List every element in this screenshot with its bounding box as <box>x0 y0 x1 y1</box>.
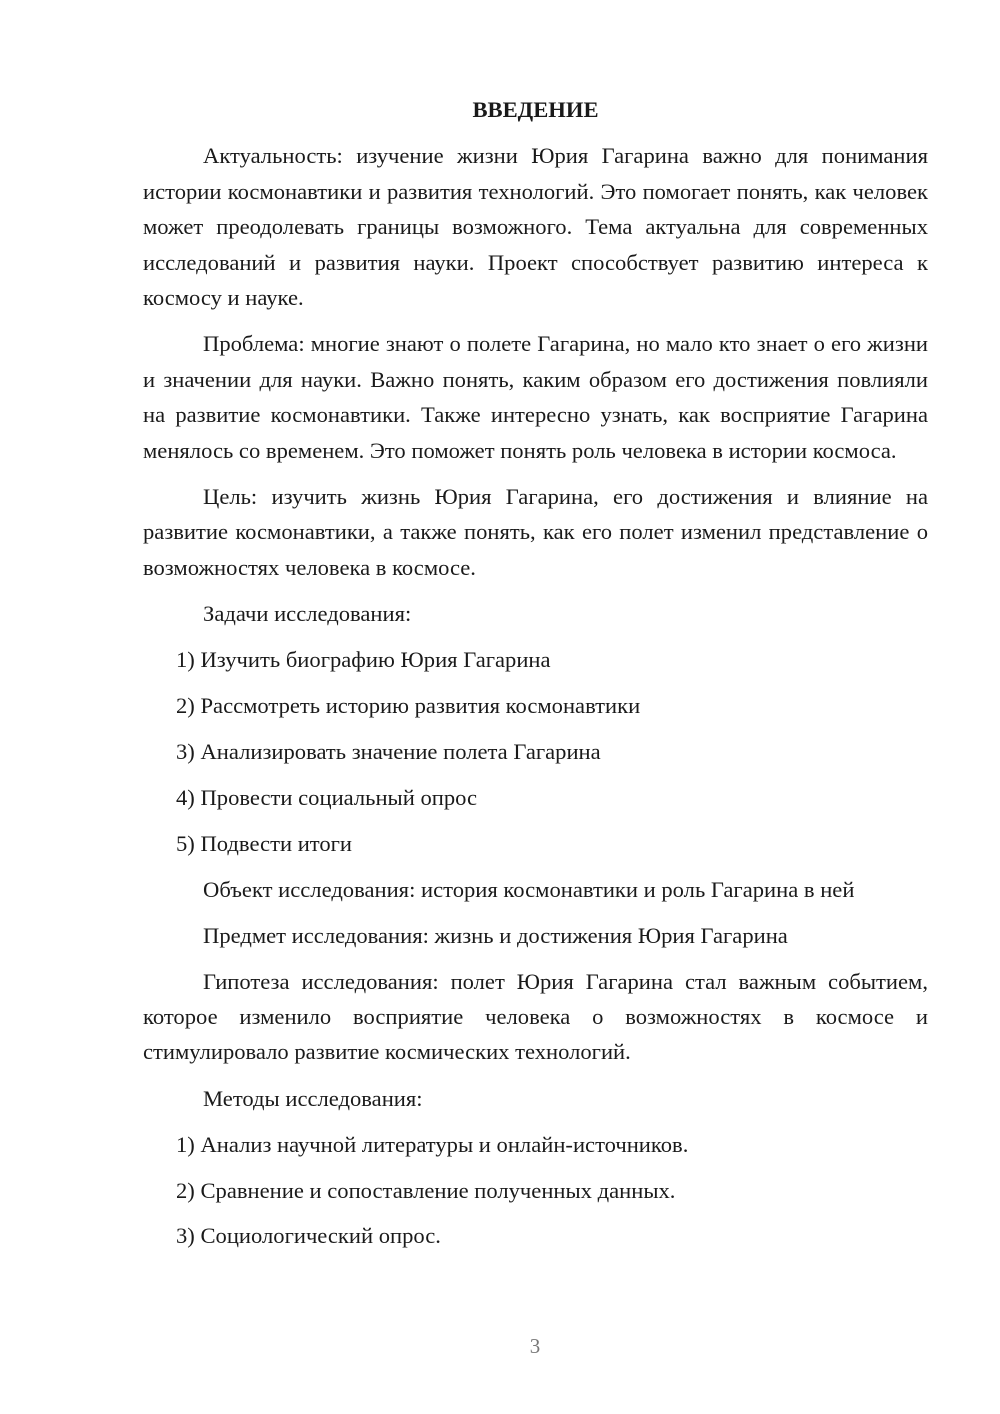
task-item: 5) Подвести итоги <box>176 830 353 856</box>
page-body <box>143 92 928 1264</box>
method-item: 1) Анализ научной литературы и онлайн-источников. <box>176 1131 689 1157</box>
object-line: Объект исследования: история космонавтики и роль Гагарина в ней <box>203 876 855 902</box>
page-number: 3 <box>529 1334 541 1358</box>
task-item: 2) Рассмотреть историю развития космонавтики <box>176 693 641 719</box>
method-item: 3) Социологический опрос. <box>176 1223 441 1249</box>
task-item: 4) Провести социальный опрос <box>176 784 478 810</box>
relevance-paragraph: Актуальность: изучение жизни Юрия Гагарина важно для понимания истории космонавтики и развития технологий. Это помогает понять, как человек может преодолевать границы возможного. Тема актуальна для современных исследований и развития науки. Проект способствует развитию интереса к космосу и науке. <box>143 143 928 311</box>
subject-line: Предмет исследования: жизнь и достижения Юрия Гагарина <box>203 922 788 948</box>
task-item: 3) Анализировать значение полета Гагарина <box>176 739 601 764</box>
method-item: 2) Сравнение и сопоставление полученных данных. <box>176 1177 676 1203</box>
task-item: 1) Изучить биографию Юрия Гагарина <box>176 647 551 673</box>
section-title: ВВЕДЕНИЕ <box>472 97 599 122</box>
tasks-list <box>143 642 928 861</box>
problem-paragraph: Проблема: многие знают о полете Гагарина, но мало кто знает о его жизни и значении для науки. Важно понять, каким образом его достижения повлияли на развитие космонавтики. Также интересно узнать, как восприятие Гагарина менялось со временем. Это поможет понять роль человека в истории космоса. <box>143 331 928 463</box>
methods-heading: Методы исследования: <box>203 1085 423 1111</box>
tasks-heading: Задачи исследования: <box>203 601 412 627</box>
goal-paragraph: Цель: изучить жизнь Юрия Гагарина, его достижения и влияние на развитие космонавтики, а также понять, как его полет изменил представление о возможностях человека в космосе. <box>143 484 928 580</box>
hypothesis-paragraph: Гипотеза исследования: полет Юрия Гагарина стал важным событием, которое изменило восприятие человека о возможностях в космосе и стимулировало развитие космических технологий. <box>143 968 928 1065</box>
methods-list <box>143 1127 928 1254</box>
